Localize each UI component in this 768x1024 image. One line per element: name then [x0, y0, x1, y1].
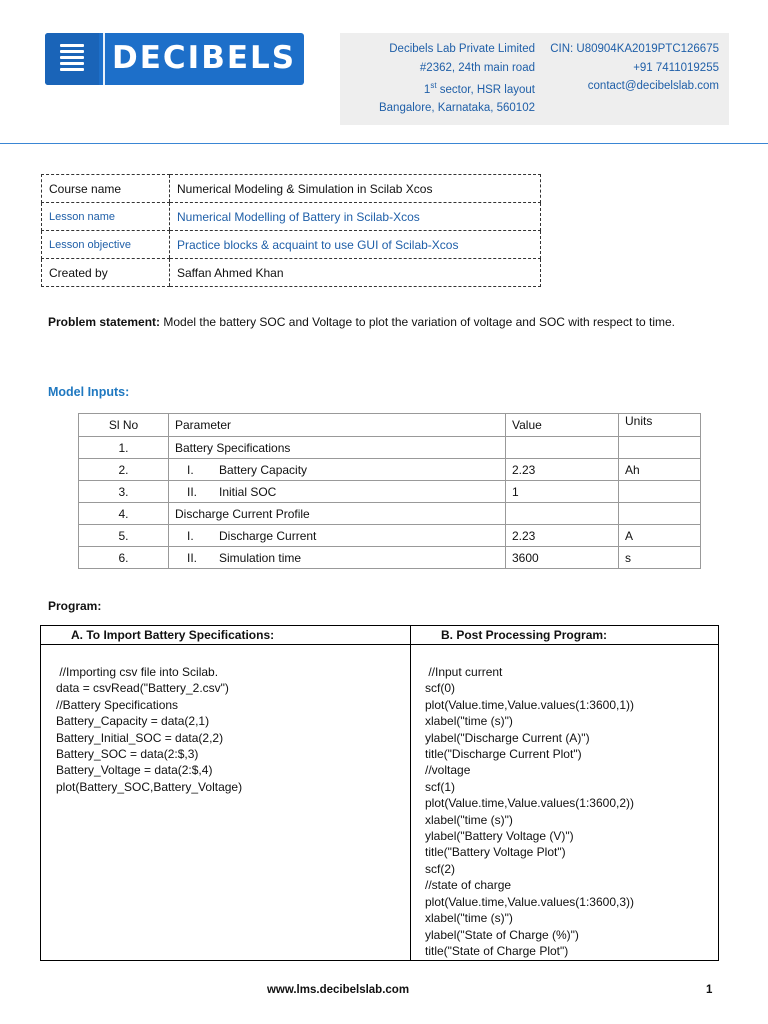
- course-info-value: Saffan Ahmed Khan: [170, 259, 541, 287]
- parameter-name: Battery Specifications: [175, 440, 291, 455]
- cell-units: A: [619, 525, 701, 547]
- cell-parameter: [169, 525, 506, 547]
- cell-sl: 4.: [79, 503, 169, 525]
- cell-value: [506, 437, 619, 459]
- logo-divider: [103, 33, 105, 85]
- table-row: [79, 547, 701, 569]
- cell-value: 2.23: [506, 525, 619, 547]
- address-line-1: #2362, 24th main road: [419, 61, 535, 74]
- course-info-value: Numerical Modelling of Battery in Scilab-Xcos: [170, 203, 541, 231]
- roman-numeral: I.: [187, 462, 194, 477]
- course-info-value: Practice blocks & acquaint to use GUI of Scilab-Xcos: [170, 231, 541, 259]
- phone-number: +91 7411019255: [633, 61, 719, 74]
- problem-statement: [48, 313, 708, 331]
- cell-sl: 1.: [79, 437, 169, 459]
- cell-units: [619, 503, 701, 525]
- table-row: [79, 437, 701, 459]
- course-info-value: Numerical Modeling & Simulation in Scilab Xcos: [170, 175, 541, 203]
- code-block-post-processing: //Input current scf(0) plot(Value.time,Value.values(1:3600,1)) xlabel("time (s)") ylabel("Discharge Current (A)") title("Discharge Current Plot") //voltage scf(1) plot(Value.time,Value.values(1:3600,2)) xlabel("time (s)") ylabel("Battery Voltage (V)") title("Battery Voltage Plot") scf(2) //state of charge plot(Value.time,Value.values(1:3600,3)) xlabel("time (s)") ylabel("State of Charge (%)") title("State of Charge Plot"): [425, 665, 635, 958]
- company-logo: [45, 33, 304, 85]
- address-column: [379, 40, 535, 118]
- course-info-label: Course name: [42, 175, 170, 203]
- parameter-name: Initial SOC: [219, 484, 277, 499]
- parameter-name: Discharge Current: [219, 528, 317, 543]
- parameter-name: Battery Capacity: [219, 462, 308, 477]
- roman-numeral: I.: [187, 528, 194, 543]
- code-block-import: //Importing csv file into Scilab. data = csvRead("Battery_2.csv") //Battery Specifications Battery_Capacity = data(2,1) Battery_Initial_SOC = data(2,2) Battery_SOC = data(2:$,3) Battery_Voltage = data(2:$,4) plot(Battery_SOC,Battery_Voltage): [56, 665, 243, 794]
- company-address-box: [340, 33, 729, 125]
- logo-mark-icon: [45, 33, 99, 85]
- program-col-b-cell: [411, 645, 719, 961]
- cin-number: CIN: U80904KA2019PTC126675: [550, 43, 719, 55]
- footer-website-link[interactable]: www.lms.decibelslab.com: [266, 984, 410, 996]
- cell-sl: 5.: [79, 525, 169, 547]
- address-line-2: 1st sector, HSR layout: [423, 81, 535, 96]
- course-info-label: Lesson name: [42, 203, 170, 231]
- cell-sl: 2.: [79, 459, 169, 481]
- column-header-sl: Sl No: [79, 414, 169, 437]
- cell-units: [619, 481, 701, 503]
- contact-column: [550, 40, 719, 96]
- course-info-row: [42, 203, 541, 231]
- cell-parameter: [169, 437, 506, 459]
- course-info-row: [42, 175, 541, 203]
- parameter-name: Discharge Current Profile: [175, 506, 310, 521]
- cell-value: 2.23: [506, 459, 619, 481]
- logo-text: DECIBELS: [112, 40, 297, 76]
- cell-value: [506, 503, 619, 525]
- program-col-a-cell: [41, 645, 411, 961]
- cell-parameter: [169, 481, 506, 503]
- table-row: [79, 459, 701, 481]
- course-info-row: [42, 259, 541, 287]
- program-col-b-label: B. Post Processing Program:: [441, 628, 608, 642]
- program-col-b-header: [411, 626, 719, 645]
- program-header-row: [41, 626, 719, 645]
- course-info-row: [42, 231, 541, 259]
- header-divider: [0, 143, 768, 144]
- cell-sl: 3.: [79, 481, 169, 503]
- cell-parameter: [169, 547, 506, 569]
- course-info-table: [41, 174, 541, 287]
- model-inputs-title: Model Inputs:: [48, 385, 130, 399]
- table-row: [79, 481, 701, 503]
- program-code-row: [41, 645, 719, 961]
- parameter-name: Simulation time: [219, 550, 302, 565]
- column-header-parameter: Parameter: [169, 414, 506, 437]
- email-address[interactable]: contact@decibelslab.com: [587, 80, 719, 92]
- model-inputs-table: [78, 413, 701, 569]
- column-header-value: Value: [506, 414, 619, 437]
- program-col-a-header: [41, 626, 411, 645]
- program-title: Program:: [48, 599, 102, 613]
- table-row: [79, 503, 701, 525]
- problem-label: Problem statement:: [48, 315, 161, 329]
- table-row: [79, 525, 701, 547]
- course-info-label: Created by: [42, 259, 170, 287]
- cell-units: s: [619, 547, 701, 569]
- course-info-label: Lesson objective: [42, 231, 170, 259]
- page-number: 1: [706, 984, 713, 996]
- roman-numeral: II.: [187, 550, 198, 565]
- column-header-units: Units: [619, 414, 701, 437]
- program-col-a-label: A. To Import Battery Specifications:: [71, 628, 275, 642]
- table-header-row: [79, 414, 701, 437]
- address-line-3: Bangalore, Karnataka, 560102: [378, 102, 535, 115]
- program-table: [40, 625, 719, 961]
- cell-sl: 6.: [79, 547, 169, 569]
- company-name: Decibels Lab Private Limited: [389, 43, 535, 55]
- cell-value: 3600: [506, 547, 619, 569]
- cell-units: [619, 437, 701, 459]
- cell-units: Ah: [619, 459, 701, 481]
- cell-value: 1: [506, 481, 619, 503]
- roman-numeral: II.: [187, 484, 198, 499]
- problem-text: Model the battery SOC and Voltage to plot the variation of voltage and SOC with respect to time.: [163, 315, 675, 329]
- cell-parameter: [169, 459, 506, 481]
- cell-parameter: [169, 503, 506, 525]
